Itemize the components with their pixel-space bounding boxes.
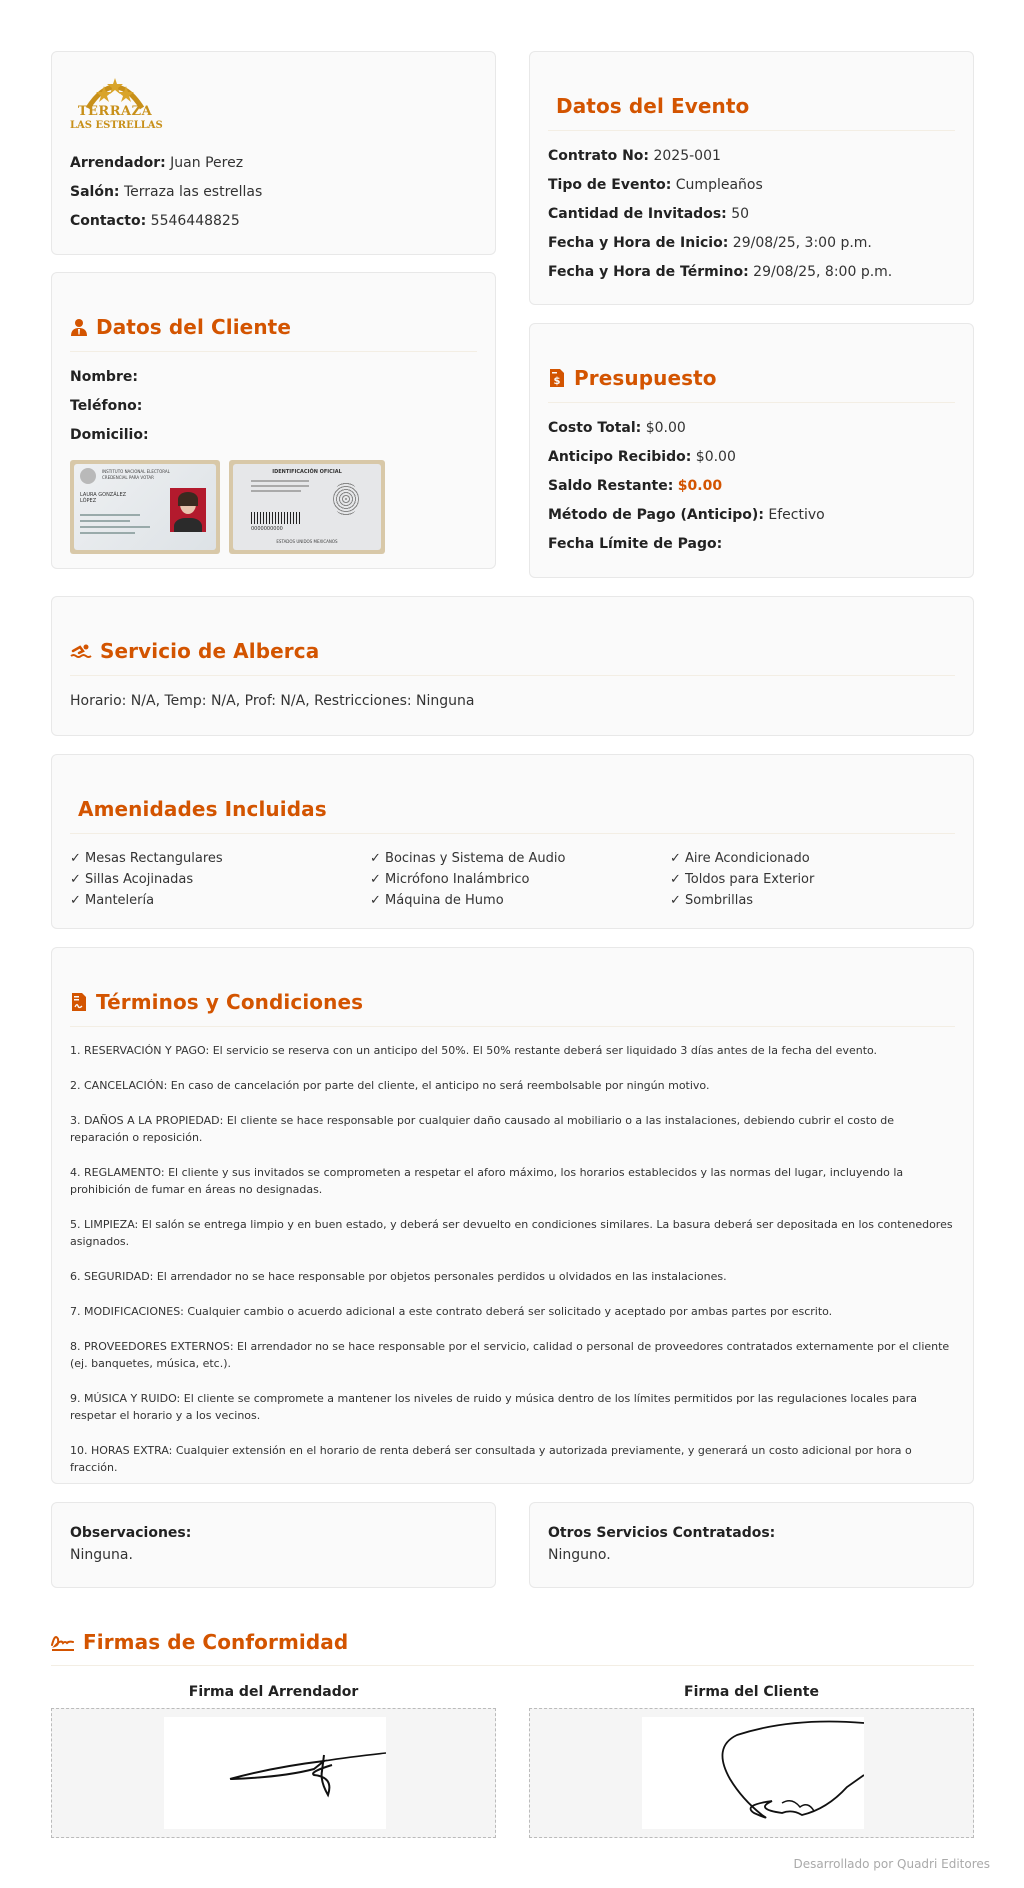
id-back-title: IDENTIFICACIÓN OFICIAL [272,469,342,475]
divider [548,402,955,403]
signatures-title-row [51,1630,348,1654]
pool-card [51,596,974,736]
otros-value: Ninguno. [548,1547,611,1563]
footer-credit: Desarrollado por Quadri Editores [793,1857,990,1871]
divider [548,130,955,131]
term-item: 5. LIMPIEZA: El salón se entrega limpio y en buen estado, y deberá ser devuelto en condiciones similares. La basura deberá ser depositada en los contenedores asignados. [70,1218,953,1248]
budget-card [529,323,974,578]
cliente-signature-image [642,1717,864,1829]
logo-line2: LAS ESTRELLAS [70,120,163,131]
contacto-row: Contacto: 5546448825 [70,213,240,229]
divider [70,1026,955,1027]
costo-row: Costo Total: $0.00 [548,420,686,436]
divider [70,351,477,352]
file-contract-icon [70,993,88,1011]
client-title-row [70,315,291,339]
amenity-item: ✓ Toldos para Exterior [670,872,815,887]
term-item: 4. REGLAMENTO: El cliente y sus invitados se comprometen a respetar el aforo máximo, los horarios establecidos y las normas del lugar, incluyendo la prohibición de fumar en áreas no designadas. [70,1166,904,1196]
id-back-number: 0000000000 [251,526,283,532]
otros-card [529,1502,974,1588]
salon-value: Terraza las estrellas [123,184,263,200]
client-title: Datos del Cliente [96,315,291,339]
signatures-title: Firmas de Conformidad [83,1630,349,1654]
budget-title-row [548,366,717,390]
signatures-section [51,1620,974,1840]
term-item: 1. RESERVACIÓN Y PAGO: El servicio se reserva con un anticipo del 50%. El 50% restante deberá ser liquidado 3 días antes de la fecha del evento. [70,1044,878,1057]
divider [51,1665,974,1666]
fingerprint-icon [333,482,359,516]
cliente-signature-box [529,1708,974,1838]
id-photo [170,488,206,532]
logo [70,68,163,138]
amenity-item: ✓ Sillas Acojinadas [70,872,194,887]
signature-icon [51,1633,75,1651]
amenity-item: ✓ Máquina de Humo [370,893,504,908]
id-front-name: LAURA GONZÁLEZ LÓPEZ [80,492,127,504]
cliente-signature-label: Firma del Cliente [684,1684,819,1700]
contacto-value: 5546448825 [150,213,240,229]
observaciones-card [51,1502,496,1588]
id-front-image [70,460,220,554]
invoice-dollar-icon [548,369,566,387]
otros-label: Otros Servicios Contratados: [548,1525,776,1541]
arrendador-signature-box [51,1708,496,1838]
pool-text: Horario: N/A, Temp: N/A, Prof: N/A, Restricciones: Ninguna [70,693,475,709]
arrendador-signature-label: Firma del Arrendador [188,1684,359,1700]
divider [70,675,955,676]
amenity-item: ✓ Bocinas y Sistema de Audio [370,851,566,866]
arrendador-value: Juan Perez [170,155,244,171]
arrendador-signature-image [164,1717,386,1829]
id-front-line1: INSTITUTO NACIONAL ELECTORAL [102,469,170,474]
barcode [251,512,301,524]
id-back-country: ESTADOS UNIDOS MEXICANOS [276,539,338,544]
amenity-item: ✓ Aire Acondicionado [670,851,810,866]
client-card [51,272,496,569]
svg-text:$: $ [553,376,561,387]
invitados-row: Cantidad de Invitados: 50 [548,206,750,222]
terms-card [51,947,974,1484]
saldo-value: $0.00 [677,478,723,494]
anticipo-row: Anticipo Recibido: $0.00 [548,449,736,465]
observaciones-value: Ninguna. [70,1547,133,1563]
terms-title: Términos y Condiciones [96,990,364,1014]
swimmer-icon [70,642,92,660]
term-item: 8. PROVEEDORES EXTERNOS: El arrendador no se hace responsable por el servicio, calidad o personal de proveedores contratados externamente por el cliente (ej. banquetes, música, etc.). [70,1340,950,1370]
amenity-item: ✓ Sombrillas [670,893,754,908]
contrato-row: Contrato No: 2025-001 [548,148,721,164]
limite-row: Fecha Límite de Pago: [548,536,723,552]
term-item: 9. MÚSICA Y RUIDO: El cliente se compromete a mantener los niveles de ruido y música dentro de los límites permitidos por las regulaciones locales para respetar el horario y a los vecinos. [70,1392,918,1422]
term-item: 7. MODIFICACIONES: Cualquier cambio o acuerdo adicional a este contrato deberá ser solicitado y aceptado por ambas partes por escrito. [70,1305,833,1318]
termino-row: Fecha y Hora de Término: 29/08/25, 8:00 p.m. [548,264,893,280]
terms-title-row [70,990,363,1014]
landlord-card [51,51,496,255]
saldo-row: Saldo Restante: $0.00 [548,478,723,494]
logo-line1: TERRAZA [77,104,153,119]
amenities-card [51,754,974,929]
observaciones-label: Observaciones: [70,1525,192,1541]
inicio-row: Fecha y Hora de Inicio: 29/08/25, 3:00 p.m. [548,235,872,251]
term-item: 10. HORAS EXTRA: Cualquier extensión en el horario de renta deberá ser consultada y autorizada previamente, y generará un costo adicional por hora o fracción. [70,1444,912,1474]
domicilio-row: Domicilio: [70,427,149,443]
amenity-item: ✓ Mantelería [70,893,155,908]
cliente-signature-stroke [642,1717,864,1829]
id-back-image [229,460,385,554]
id-front-line2: CREDENCIAL PARA VOTAR [102,475,154,480]
seal-icon [80,468,96,484]
event-title: Datos del Evento [556,94,750,118]
term-item: 2. CANCELACIÓN: En caso de cancelación por parte del cliente, el anticipo no será reembolsable por ningún motivo. [70,1079,710,1092]
term-item: 6. SEGURIDAD: El arrendador no se hace responsable por objetos personales perdidos u olvidados en las instalaciones. [70,1270,727,1283]
pool-title: Servicio de Alberca [100,639,320,663]
divider [70,833,955,834]
arrendador-signature-stroke [164,1717,386,1829]
term-item: 3. DAÑOS A LA PROPIEDAD: El cliente se hace responsable por cualquier daño causado al mobiliario o a las instalaciones, debiendo cubrir el costo de reparación o reposición. [70,1114,895,1144]
budget-title: Presupuesto [574,366,717,390]
amenity-item: ✓ Micrófono Inalámbrico [370,872,530,887]
event-card [529,51,974,305]
amenities-title: Amenidades Incluidas [78,797,327,821]
user-tie-icon [70,318,88,336]
salon-row: Salón: Terraza las estrellas [70,184,263,200]
amenity-item: ✓ Mesas Rectangulares [70,851,223,866]
pool-title-row [70,639,319,663]
tipo-row: Tipo de Evento: Cumpleaños [548,177,763,193]
metodo-row: Método de Pago (Anticipo): Efectivo [548,507,825,523]
arrendador-row: Arrendador: Juan Perez [70,155,244,171]
nombre-row: Nombre: [70,369,138,385]
telefono-row: Teléfono: [70,398,143,414]
